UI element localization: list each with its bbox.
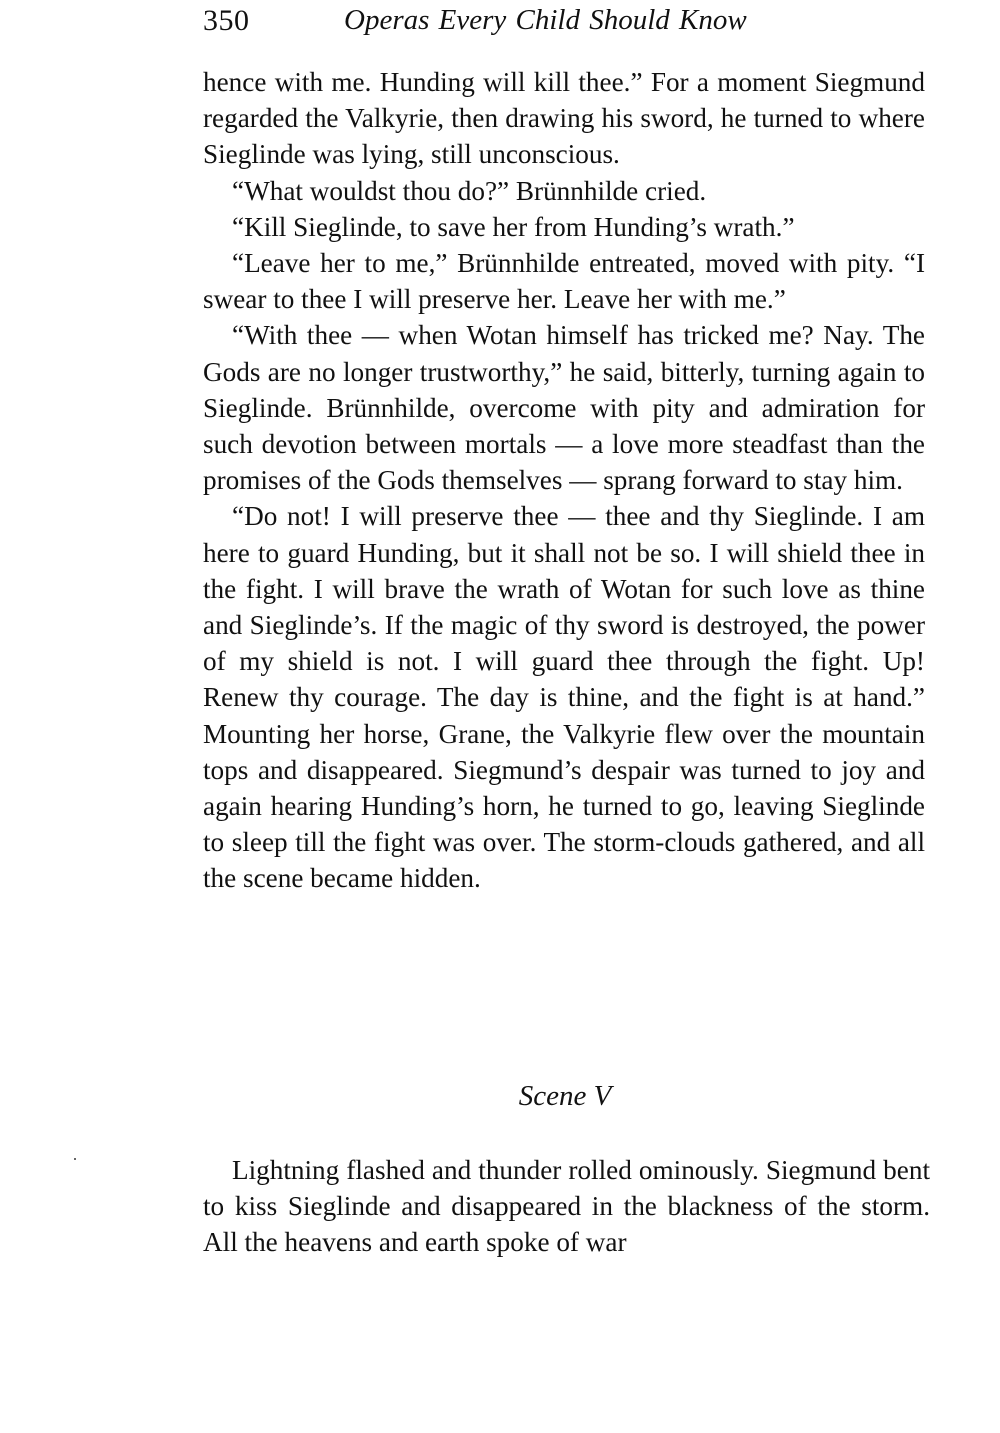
page-header bbox=[203, 4, 943, 44]
paragraph: “Leave her to me,” Brünnhilde entreated, moved with pity. “I swear to thee I will preserve her. Leave her with me.” bbox=[203, 248, 925, 315]
paragraph: “What wouldst thou do?” Brünnhilde cried. bbox=[232, 175, 707, 206]
running-title: Operas Every Child Should Know bbox=[344, 4, 747, 36]
main-text bbox=[203, 64, 925, 897]
paragraph-continuation: hence with me. Hunding will kill thee.” For a moment Siegmund regarded the Valkyrie, then drawing his sword, he turned to where Sieglinde was lying, still unconscious. bbox=[203, 67, 925, 170]
paragraph: “Kill Sieglinde, to save her from Hunding’s wrath.” bbox=[232, 211, 795, 242]
scene-heading: Scene V bbox=[518, 1080, 612, 1112]
paragraph: Lightning flashed and thunder rolled ominously. Siegmund bent to kiss Sieglinde and disappeared in the blackness of the storm. All the heavens and earth spoke of war bbox=[203, 1155, 930, 1258]
page-number: 350 bbox=[203, 4, 250, 37]
scene-text bbox=[203, 1152, 930, 1261]
paragraph: “With thee — when Wotan himself has tricked me? Nay. The Gods are no longer trustworthy,” he said, bitterly, turning again to Sieglinde. Brünnhilde, overcome with pity and admiration for such devotion between mortals — a love more steadfast than the promises of the Gods themselves — sprang forward to stay him. bbox=[203, 320, 925, 496]
stray-print-mark bbox=[74, 1158, 76, 1160]
paragraph: “Do not! I will preserve thee — thee and thy Sieglinde. I am here to guard Hunding, but it shall not be so. I will shield thee in the fight. I will brave the wrath of Wotan for such love as thine and Sieglinde’s. If the magic of thy sword is destroyed, the power of my shield is not. I will guard thee through the fight. Up! Renew thy courage. The day is thine, and the fight is at hand.” Mounting her horse, Grane, the Valkyrie flew over the mountain tops and disappeared. Siegmund’s despair was turned to joy and again hearing Hunding’s horn, he turned to go, leaving Sieglinde to sleep till the fight was over. The storm-clouds gathered, and all the scene became hidden. bbox=[203, 501, 925, 894]
